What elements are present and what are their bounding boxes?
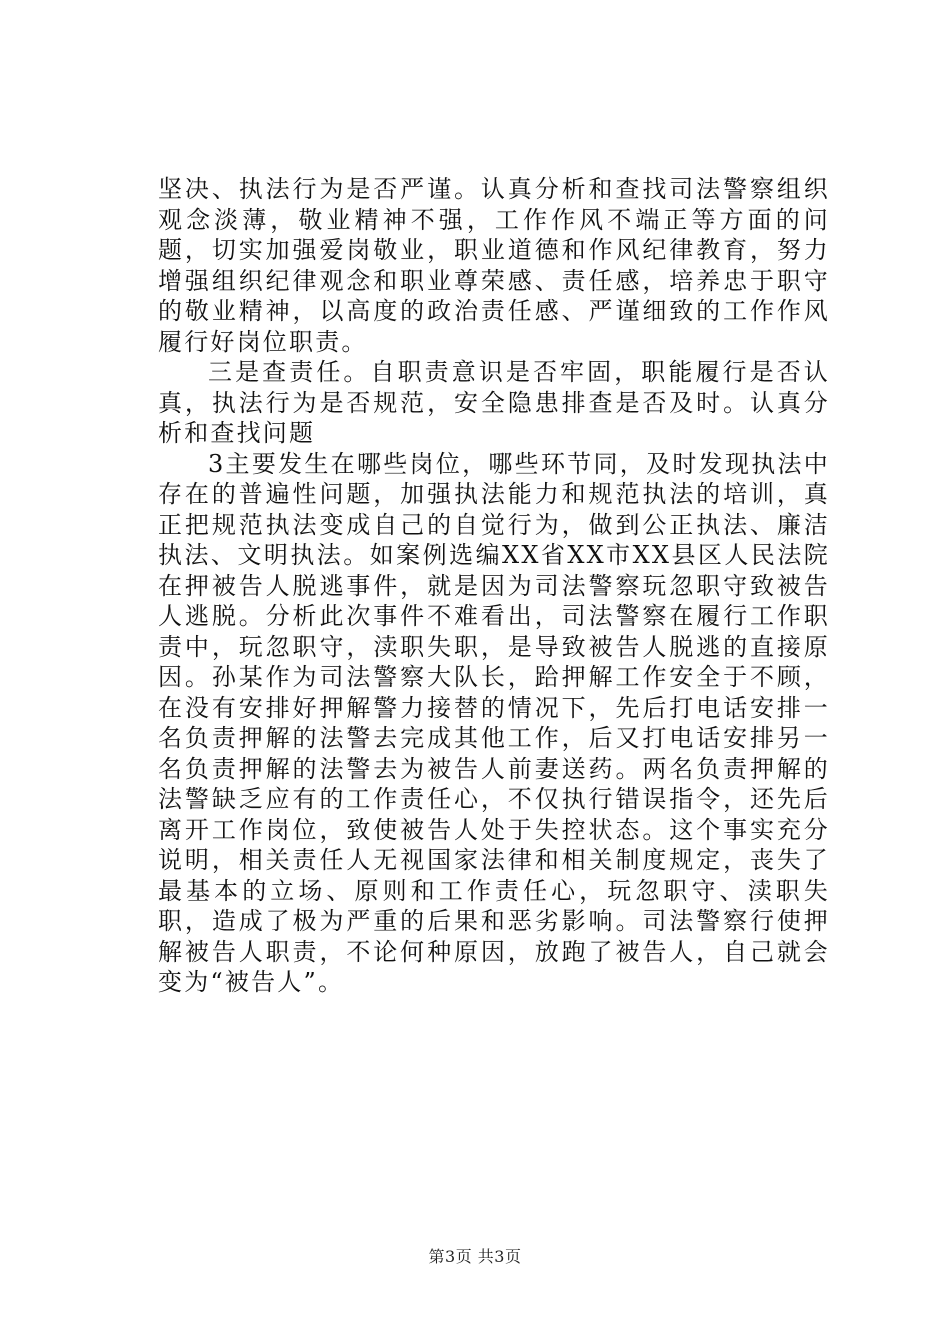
paragraph-check-responsibility: 三是查责任。自职责意识是否牢固，职能履行是否认真，执法行为是否规范，安全隐患排查是否及时。认真分析和查找问题 [158,358,830,447]
document-body [158,174,830,998]
page-number-footer: 第3页 共3页 [428,1247,522,1266]
paragraph-continuation: 坚决、执法行为是否严谨。认真分析和查找司法警察组织观念淡薄，敬业精神不强，工作作风不端正等方面的问题，切实加强爱岗敬业，职业道德和作风纪律教育，努力增强组织纪律观念和职业尊荣感、责任感，培养忠于职守的敬业精神，以高度的政治责任感、严谨细致的工作作风履行好岗位职责。 [158,175,830,356]
paragraph-case-analysis: 3主要发生在哪些岗位，哪些环节同，及时发现执法中存在的普遍性问题，加强执法能力和规范执法的培训，真正把规范执法变成自己的自觉行为，做到公正执法、廉洁执法、文明执法。如案例选编XX省XX市XX县区人民法院在押被告人脱逃事件，就是因为司法警察玩忽职守致被告人逃脱。分析此次事件不难看出，司法警察在履行工作职责中，玩忽职守，渎职失职，是导致被告人脱逃的直接原因。孙某作为司法警察大队长，跲押解工作安全于不顾，在没有安排好押解警力接替的情况下，先后打电话安排一名负责押解的法警去完成其他工作，后又打电话安排另一名负责押解的法警去为被告人前妻送药。两名负责押解的法警缺乏应有的工作责任心，不仅执行错误指令，还先后离开工作岗位，致使被告人处于失控状态。这个事实充分说明，相关责任人无视国家法律和相关制度规定，丧失了最基本的立场、原则和工作责任心，玩忽职守、渎职失职，造成了极为严重的后果和恶劣影响。司法警察行使押解被告人职责，不论何种原因，放跑了被告人，自己就会变为“被告人”。 [158,449,830,996]
